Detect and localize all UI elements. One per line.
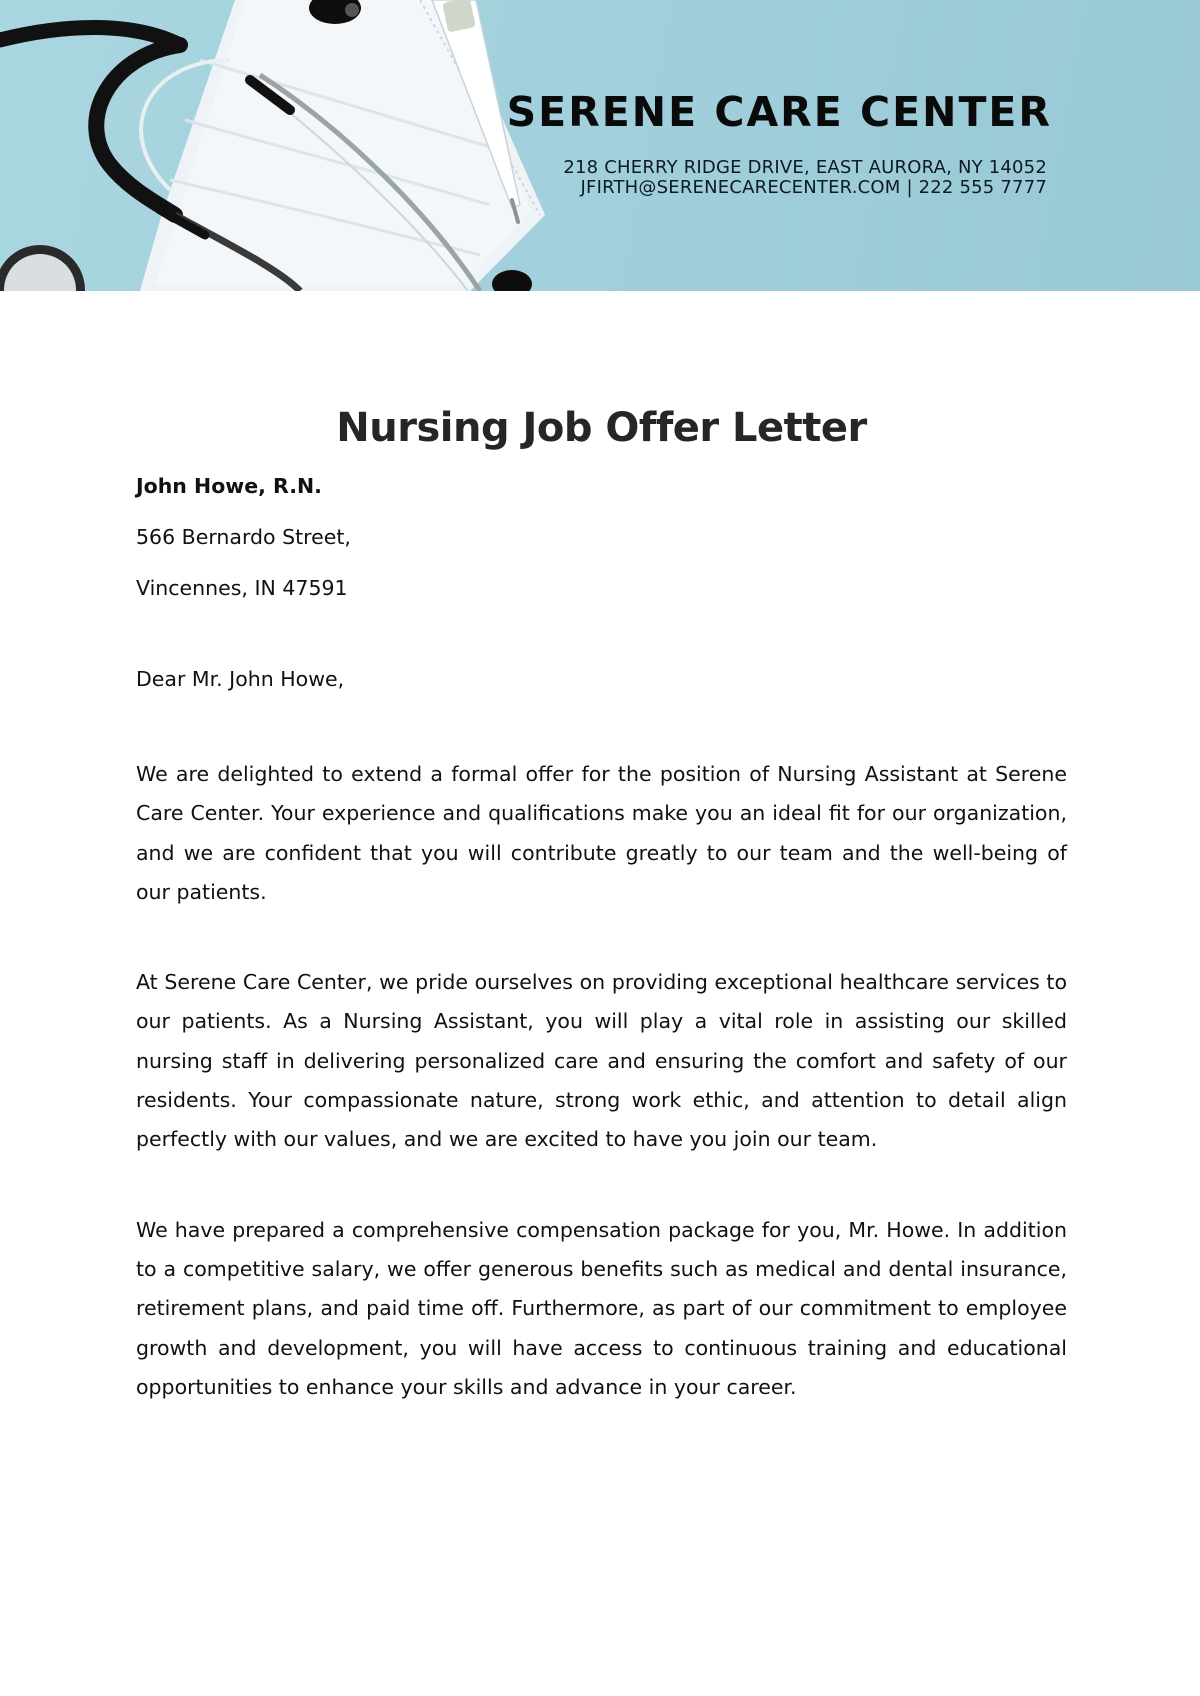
recipient-name: John Howe, R.N. xyxy=(136,474,322,498)
company-contact: JFIRTH@SERENECARECENTER.COM | 222 555 7777 xyxy=(580,177,1047,198)
letter-body xyxy=(136,395,1067,1458)
company-name: SERENE CARE CENTER xyxy=(506,88,1052,136)
letter-title: Nursing Job Offer Letter xyxy=(336,405,867,451)
paragraph-offer: We are delighted to extend a formal offer for the position of Nursing Assistant at Serene Care Center. Your experience and qualifications make you an ideal fit for our organization, and we are confident that you will contribute greatly to our team and the well-being of our patients. xyxy=(136,762,1067,904)
salutation: Dear Mr. John Howe, xyxy=(136,667,345,691)
company-address: 218 CHERRY RIDGE DRIVE, EAST AURORA, NY 14052 xyxy=(563,157,1047,178)
stethoscope-mask-photo xyxy=(0,0,1200,291)
recipient-street: 566 Bernardo Street, xyxy=(136,525,351,549)
recipient-city: Vincennes, IN 47591 xyxy=(136,576,348,600)
header-banner xyxy=(0,0,1200,291)
paragraph-compensation: We have prepared a comprehensive compensation package for you, Mr. Howe. In addition to a competitive salary, we offer generous benefits such as medical and dental insurance, retirement plans, and paid time off. Furthermore, as part of our commitment to employee growth and development, you will have access to continuous training and educational opportunities to enhance your skills and advance in your career. xyxy=(136,1217,1067,1399)
paragraph-role: At Serene Care Center, we pride ourselves on providing exceptional healthcare services to our patients. As a Nursing Assistant, you will play a vital role in assisting our skilled nursing staff in delivering personalized care and ensuring the comfort and safety of our residents. Your compassionate nature, strong work ethic, and attention to detail align perfectly with our values, and we are excited to have you join our team. xyxy=(136,970,1067,1152)
